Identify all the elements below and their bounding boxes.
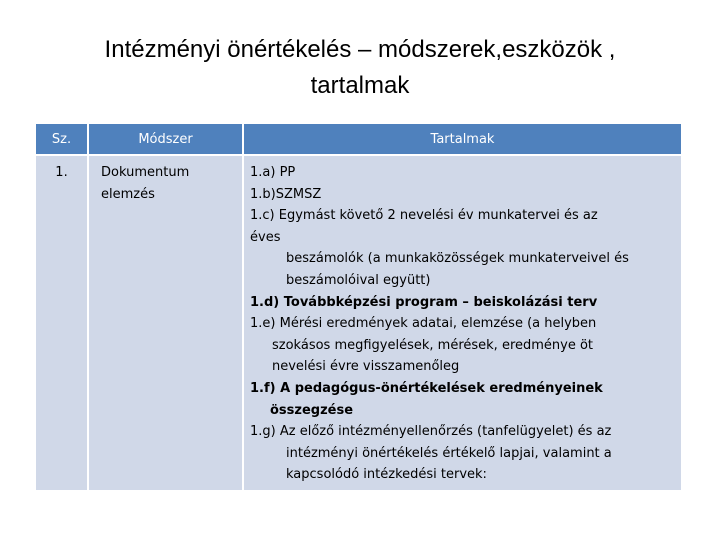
content-line: 1.g) Az előző intézményellenőrzés (tanfelügyelet) és az [250,424,612,440]
content-line: beszámolóival együtt) [286,272,431,288]
row-contents [243,155,681,490]
table-header-row [36,124,681,155]
content-line: szokásos megfigyelések, mérések, eredménye öt [272,337,594,353]
row-method [88,155,243,490]
content-line: 1.c) Egymást követő 2 nevelési év munkatervei és az [250,208,598,224]
methods-table [36,124,681,490]
row-number-text: 1. [55,165,68,180]
content-line: intézményi önértékelés értékelő lapjai, valamint a [286,445,612,461]
content-line: beszámolók (a munkaközösségek munkaterveivel és [286,251,629,267]
content-line: 1.e) Mérési eredmények adatai, elemzése (a helyben [250,316,597,332]
content-line: 1.a) PP [250,165,296,180]
content-line: 1.b)SZMSZ [250,186,322,202]
method-line-1: Dokumentum [101,165,190,180]
content-line: összegzése [270,402,354,418]
content-line: 1.d) Továbbképzési program – beiskolázási terv [250,294,598,310]
content-line: kapcsolódó intézkedési tervek: [286,467,487,483]
content-line: éves [250,229,281,245]
header-sz: Sz. [36,124,88,155]
page-title [20,32,700,104]
method-line-2: elemzés [101,186,155,202]
row-number [36,155,88,490]
table-row [36,155,681,490]
header-modszer: Módszer [88,124,243,155]
header-tartalmak: Tartalmak [243,124,681,155]
content-line: 1.f) A pedagógus-önértékelések eredményeinek [250,380,603,396]
content-line: nevelési évre visszamenőleg [272,359,460,375]
title-line-2: tartalmak [310,72,410,99]
title-line-1: Intézményi önértékelés – módszerek,eszközök , [104,36,616,63]
